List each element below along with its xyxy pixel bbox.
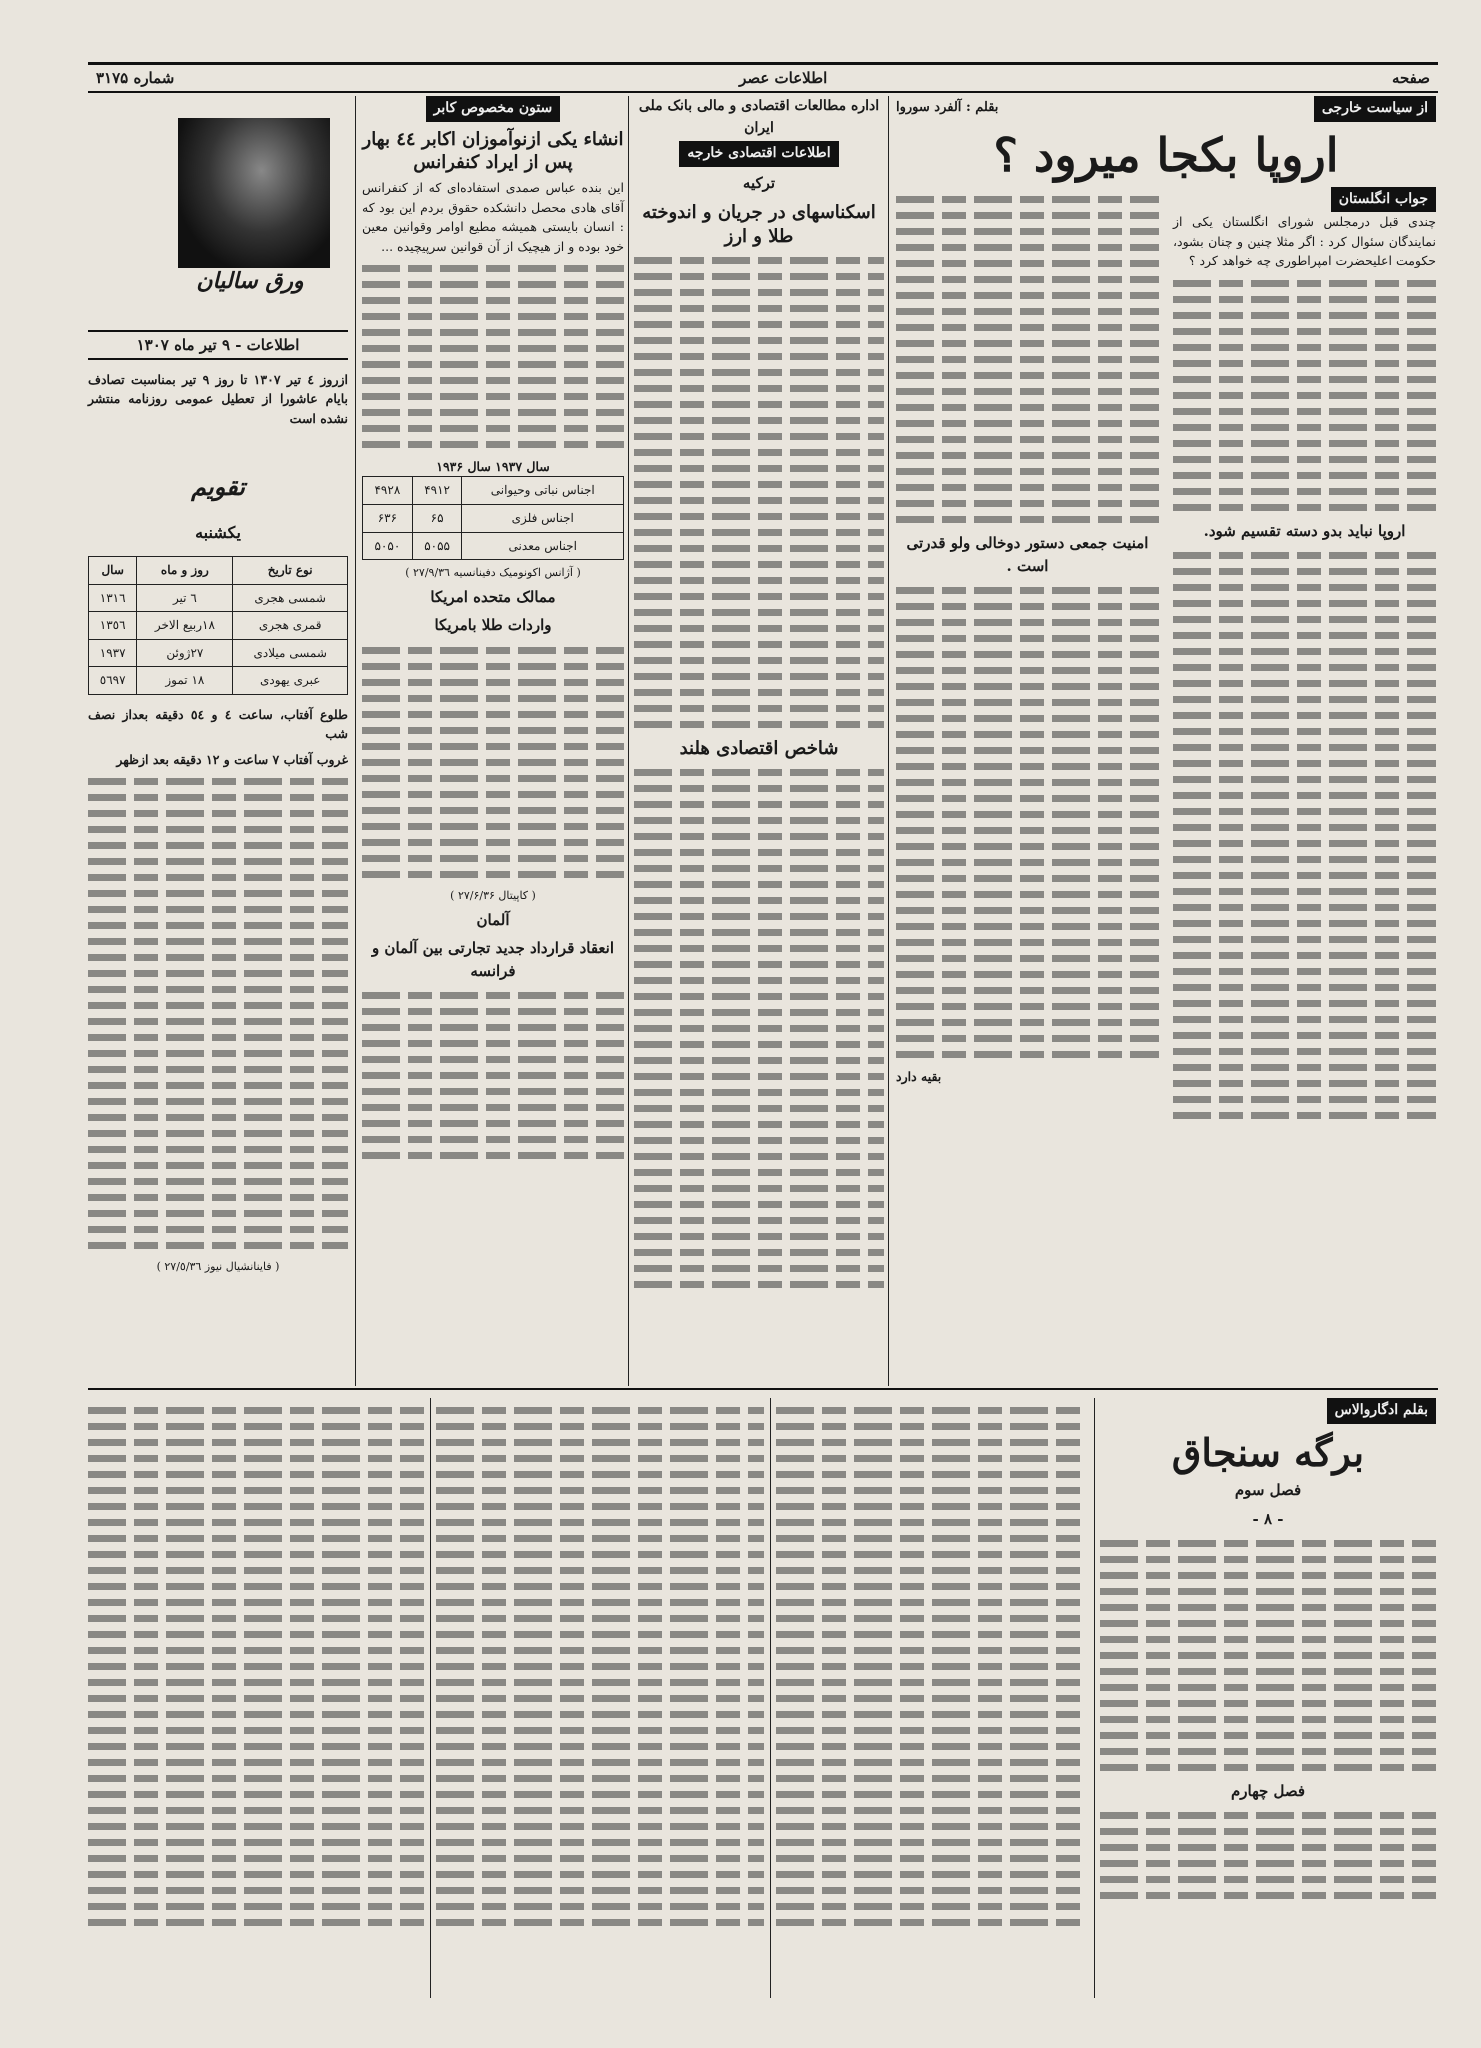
table-row: اجناس معدنی ۵۰۵۵ ۵۰۵۰ bbox=[363, 532, 624, 560]
article-lead: چندی قبل درمجلس شورای انگلستان یکی از نمایندگان سئوال کرد : اگر مثلا چنین و چنان بشود، حکومت اعلیحضرت امپراطوری چه خواهد کرد ؟ bbox=[1173, 214, 1436, 269]
article-column3 bbox=[362, 96, 624, 1168]
article-headline: انشاء یکی ازنوآموزان اکابر ٤٤ بهار پس از ایراد کنفرانس bbox=[362, 128, 624, 174]
article-headline: انعقاد قرارداد جدید تجارتی بین آلمان و فرانسه bbox=[371, 938, 615, 981]
section-tag: از سیاست خارجی bbox=[1314, 96, 1436, 122]
sunset: غروب آفتاب ٧ ساعت و ١٢ دقیقه بعد ازظهر bbox=[116, 751, 348, 767]
source-note: ( آژانس اکونومیک دفینانسیه ٢٧/٩/٣٦ ) bbox=[405, 566, 581, 580]
column-rule bbox=[770, 1398, 771, 1998]
calendar-section bbox=[88, 370, 348, 1279]
part-number: - ٨ - bbox=[1252, 1509, 1284, 1528]
section-divider bbox=[88, 1388, 1438, 1390]
article-headline: اسکناسهای در جریان و اندوخته طلا و ارز bbox=[642, 202, 876, 247]
serial-text-col bbox=[436, 1398, 764, 1935]
article-headline: اروپا بکجا میرود ؟ bbox=[993, 128, 1339, 183]
country-heading: ترکیه bbox=[742, 174, 776, 193]
dept-title: اداره مطالعات اقتصادی و مالی بانک ملی ایران bbox=[638, 98, 880, 136]
notice: ازروز ٤ تیر ١٣٠٧ تا روز ٩ تیر بمناسبت تصادف بایام عاشورا از تعطیل عمومی روزنامه منتشر نشده است bbox=[88, 372, 348, 426]
paper-name: اطلاعات عصر bbox=[739, 69, 828, 87]
section-tag: ستون مخصوص کابر bbox=[426, 96, 561, 122]
table-row: قمری هجری ١٨ربیع الاخر ١٣٥٦ bbox=[89, 612, 348, 640]
article-headline: واردات طلا بامریکا bbox=[434, 616, 552, 635]
article-europe bbox=[896, 96, 1436, 1128]
country-heading: آلمان bbox=[476, 910, 510, 929]
byline: بقلم : آلفرد سوروا bbox=[896, 100, 999, 115]
column-rule bbox=[628, 96, 629, 1386]
source-note: ( فاینانشیال نیوز ٢٧/٥/٣٦ ) bbox=[156, 1260, 280, 1274]
article-col-b bbox=[896, 187, 1159, 1128]
country-heading: شاخص اقتصادی هلند bbox=[679, 738, 839, 760]
calendar-title: تقویم bbox=[191, 472, 245, 502]
subhead-tag: جواب انگلستان bbox=[1331, 187, 1436, 213]
country-heading: ممالک متحده امریکا bbox=[430, 588, 556, 607]
table-row: اجناس نباتی وحیوانی ۴۹۱۲ ۴۹۲۸ bbox=[363, 477, 624, 505]
serial-text-col bbox=[776, 1398, 1088, 1935]
feature-title: ورق سالیان bbox=[196, 268, 304, 294]
article-col-a bbox=[1173, 187, 1436, 1128]
column-rule bbox=[355, 96, 356, 1386]
column-rule bbox=[888, 96, 889, 1386]
serial-headline: برگه سنجاق bbox=[1171, 1429, 1365, 1475]
section-tag: اطلاعات اقتصادی خارجه bbox=[679, 141, 838, 167]
article-economics bbox=[634, 96, 884, 1297]
table-row: شمسی هجری ٦ تیر ١٣١٦ bbox=[89, 584, 348, 612]
continued-note: بقیه دارد bbox=[896, 1069, 942, 1085]
calendar-table bbox=[88, 556, 348, 695]
issue-number: شماره ۳۱۷۵ bbox=[96, 69, 175, 87]
table-header-row: نوع تاریخ روز و ماه سال bbox=[89, 557, 348, 585]
table-row: اجناس فلزی ۶۵ ۶۳۶ bbox=[363, 504, 624, 532]
subhead: امنیت جمعی دستور دوخالی ولو قدرتی است . bbox=[906, 533, 1149, 575]
serial-text-col bbox=[88, 1398, 424, 1935]
stats-header: سال ۱۹۳۷ سال ۱۹۳۶ bbox=[436, 458, 550, 474]
masthead bbox=[88, 62, 1438, 93]
sunrise: طلوع آفتاب، ساعت ٤ و ٥٤ دقیقه بعداز نصف شب bbox=[88, 707, 348, 742]
serial-story bbox=[1100, 1398, 1436, 1908]
subhead: اروپا نباید بدو دسته تقسیم شود. bbox=[1203, 521, 1406, 540]
chapter-heading: فصل چهارم bbox=[1230, 1781, 1306, 1800]
photo-illustration bbox=[178, 118, 330, 268]
column-rule bbox=[1094, 1398, 1095, 1998]
source-note: ( کاپیتال ۲۷/۶/۳۶ ) bbox=[450, 888, 536, 902]
author-tag: بقلم ادگاروالاس bbox=[1327, 1398, 1436, 1424]
chapter-heading: فصل سوم bbox=[1234, 1481, 1302, 1500]
table-row: شمسی میلادی ٢٧ژوئن ١٩٣٧ bbox=[89, 639, 348, 667]
stats-table bbox=[362, 476, 624, 560]
article-lead: این بنده عباس صمدی استفاده‌ای که از کنفرانس آقای هادی محصل دانشکده حقوق بردم این بود که : انسان بایستی همیشه مطیع اوامر وقوانین معین خود بوده و از هیچیک از آن قوانین سرپیچیده ... bbox=[362, 180, 624, 254]
archive-date: اطلاعات - ۹ تیر ماه ۱۳۰۷ bbox=[88, 330, 348, 360]
column-rule bbox=[430, 1398, 431, 1998]
table-row: عبری یهودی ١٨ تموز ٥٦٩٧ bbox=[89, 667, 348, 695]
weekday: یکشنبه bbox=[195, 523, 241, 543]
page-label: صفحه bbox=[1391, 69, 1430, 87]
